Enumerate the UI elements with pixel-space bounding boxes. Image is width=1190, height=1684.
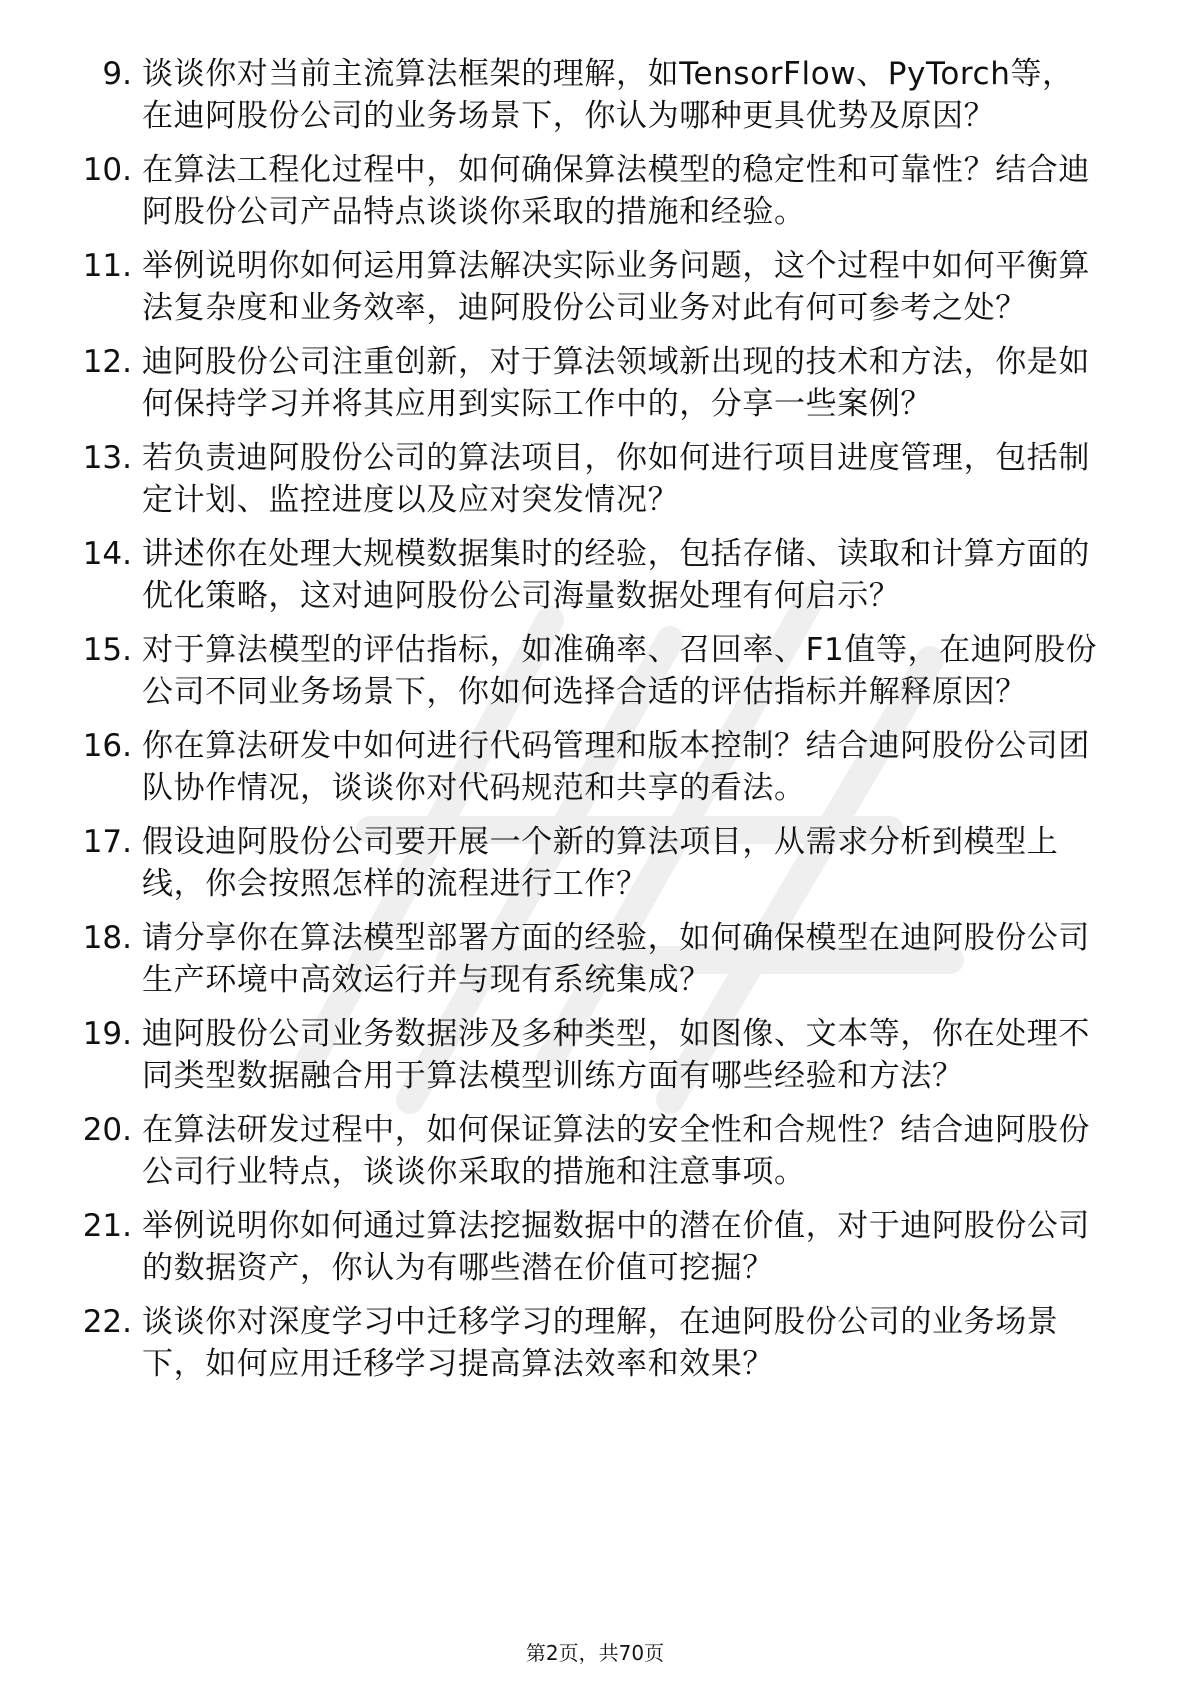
question-number: 18. [82,920,132,956]
question-number: 12. [82,344,132,380]
question-number: 19. [82,1016,132,1052]
question-text: 请分享你在算法模型部署方面的经验，如何确保模型在迪阿股份公司生产环境中高效运行并与现有系统集成？ [142,920,1090,998]
question-text: 讲述你在处理大规模数据集时的经验，包括存储、读取和计算方面的优化策略，这对迪阿股份公司海量数据处理有何启示？ [142,536,1090,614]
question-text: 谈谈你对深度学习中迁移学习的理解，在迪阿股份公司的业务场景下，如何应用迁移学习提高算法效率和效果？ [142,1304,1059,1382]
page-number-label: 第2页，共70页 [525,1641,665,1665]
question-number: 15. [82,632,132,668]
question-item [0,821,1190,905]
question-item [0,533,1190,617]
question-number: 22. [82,1304,132,1340]
question-text: 举例说明你如何通过算法挖掘数据中的潜在价值，对于迪阿股份公司的数据资产，你认为有哪些潜在价值可挖掘？ [142,1208,1090,1286]
question-number: 16. [82,728,132,764]
question-number: 9. [102,56,132,92]
question-text: 迪阿股份公司业务数据涉及多种类型，如图像、文本等，你在处理不同类型数据融合用于算法模型训练方面有哪些经验和方法？ [142,1016,1090,1094]
question-number: 14. [82,536,132,572]
question-number: 13. [82,440,132,476]
question-number: 17. [82,824,132,860]
question-text: 举例说明你如何运用算法解决实际业务问题，这个过程中如何平衡算法复杂度和业务效率，迪阿股份公司业务对此有何可参考之处？ [142,248,1090,326]
question-item [0,53,1190,137]
question-item [0,725,1190,809]
question-item [0,1301,1190,1385]
question-item [0,1013,1190,1097]
question-text: 在算法工程化过程中，如何确保算法模型的稳定性和可靠性？结合迪阿股份公司产品特点谈谈你采取的措施和经验。 [142,152,1090,230]
question-list [0,53,1190,1397]
question-item [0,245,1190,329]
question-text: 你在算法研发中如何进行代码管理和版本控制？结合迪阿股份公司团队协作情况，谈谈你对代码规范和共享的看法。 [142,728,1090,806]
question-text: 在算法研发过程中，如何保证算法的安全性和合规性？结合迪阿股份公司行业特点，谈谈你采取的措施和注意事项。 [142,1112,1090,1190]
page-footer [0,1640,1190,1666]
question-text: 迪阿股份公司注重创新，对于算法领域新出现的技术和方法，你是如何保持学习并将其应用到实际工作中的，分享一些案例？ [142,344,1090,422]
question-text: 假设迪阿股份公司要开展一个新的算法项目，从需求分析到模型上线，你会按照怎样的流程进行工作？ [142,824,1059,902]
question-text: 对于算法模型的评估指标，如准确率、召回率、F1值等，在迪阿股份公司不同业务场景下，你如何选择合适的评估指标并解释原因？ [142,632,1098,710]
question-item [0,149,1190,233]
question-item [0,629,1190,713]
question-item [0,437,1190,521]
question-item [0,341,1190,425]
question-number: 11. [82,248,132,284]
question-number: 21. [82,1208,132,1244]
question-item [0,1109,1190,1193]
question-number: 10. [82,152,132,188]
question-item [0,917,1190,1001]
question-text: 若负责迪阿股份公司的算法项目，你如何进行项目进度管理，包括制定计划、监控进度以及应对突发情况？ [142,440,1090,518]
question-text: 谈谈你对当前主流算法框架的理解，如TensorFlow、PyTorch等，在迪阿股份公司的业务场景下，你认为哪种更具优势及原因？ [142,56,1074,134]
question-number: 20. [82,1112,132,1148]
question-item [0,1205,1190,1289]
